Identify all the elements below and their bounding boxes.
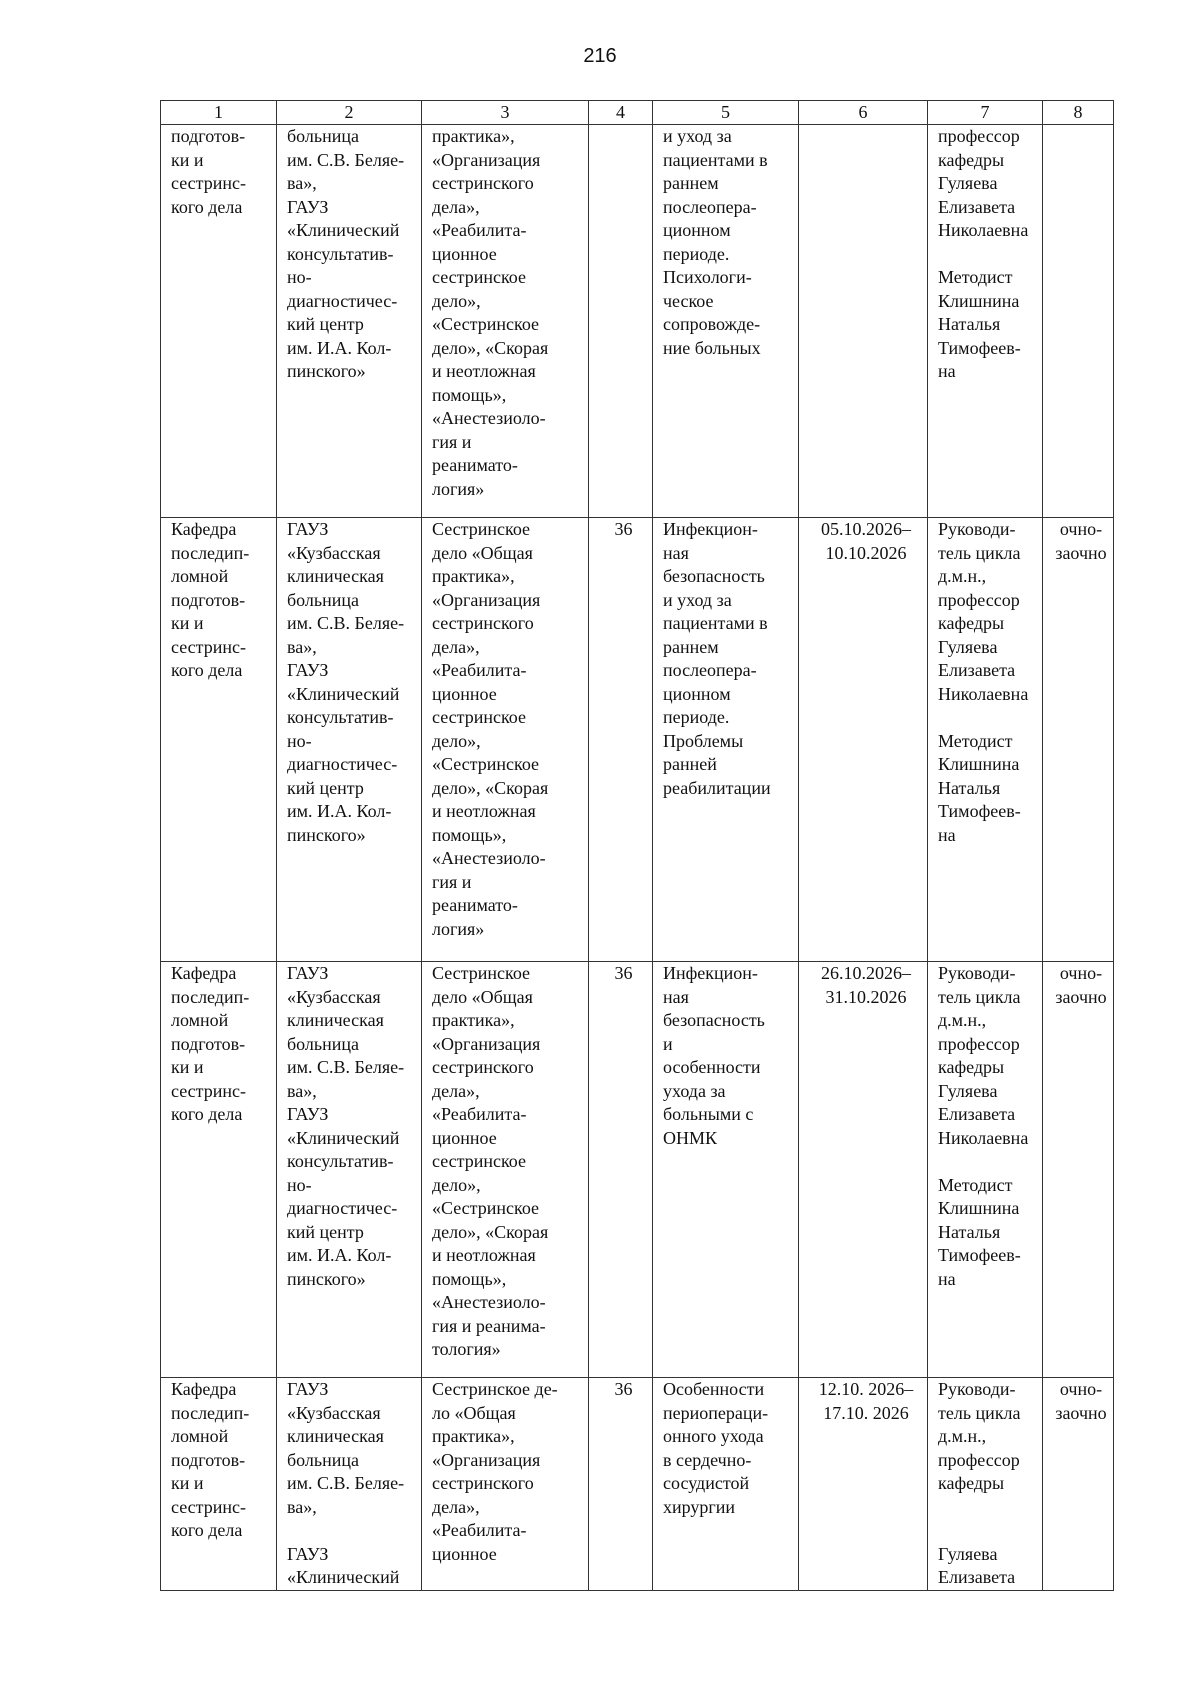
table-row bbox=[161, 125, 1114, 518]
hours-cell: 36 bbox=[589, 962, 653, 1378]
base-cell: ГАУЗ «Кузбасская клиническая больница им. С.В. Беляе- ва», ГАУЗ «Клинический консультатив- но- диагностичес- кий центр им. И.А. Кол- пинского» bbox=[277, 518, 422, 962]
dates-cell: 05.10.2026– 10.10.2026 bbox=[799, 518, 928, 962]
specialty-cell: Сестринское дело «Общая практика», «Организация сестринского дела», «Реабилита- ционное сестринское дело», «Сестринское дело», «Скорая и неотложная помощь», «Анестезиоло- гия и реанима- тология» bbox=[422, 962, 589, 1378]
base-cell: больница им. С.В. Беляе- ва», ГАУЗ «Клинический консультатив- но- диагностичес- кий центр им. И.А. Кол- пинского» bbox=[277, 125, 422, 518]
column-header: 5 bbox=[653, 101, 799, 125]
page-number: 216 bbox=[583, 45, 617, 67]
hours-cell: 36 bbox=[589, 518, 653, 962]
form-cell bbox=[1043, 125, 1114, 518]
column-header: 4 bbox=[589, 101, 653, 125]
schedule-table bbox=[160, 100, 1114, 1591]
hours-cell bbox=[589, 125, 653, 518]
department-cell: подготов- ки и сестринс- кого дела bbox=[161, 125, 277, 518]
staff-cell: Руководи- тель цикла д.м.н., профессор кафедры Гуляева Елизавета bbox=[928, 1378, 1043, 1591]
column-header: 3 bbox=[422, 101, 589, 125]
topic-cell: Особенности периопераци- онного ухода в сердечно- сосудистой хирургии bbox=[653, 1378, 799, 1591]
table-row bbox=[161, 962, 1114, 1378]
column-header: 8 bbox=[1043, 101, 1114, 125]
department-cell: Кафедра последип- ломной подготов- ки и сестринс- кого дела bbox=[161, 518, 277, 962]
table-row bbox=[161, 1378, 1114, 1591]
staff-cell: Руководи- тель цикла д.м.н., профессор кафедры Гуляева Елизавета Николаевна Методист Клишнина Наталья Тимофеев- на bbox=[928, 962, 1043, 1378]
header-row bbox=[161, 101, 1114, 125]
topic-cell: Инфекцион- ная безопасность и особенности ухода за больными с ОНМК bbox=[653, 962, 799, 1378]
dates-cell: 26.10.2026– 31.10.2026 bbox=[799, 962, 928, 1378]
staff-cell: Руководи- тель цикла д.м.н., профессор кафедры Гуляева Елизавета Николаевна Методист Клишнина Наталья Тимофеев- на bbox=[928, 518, 1043, 962]
table-row bbox=[161, 518, 1114, 962]
form-cell: очно- заочно bbox=[1043, 962, 1114, 1378]
topic-cell: и уход за пациентами в раннем послеопера- ционном периоде. Психологи- ческое сопровожде- ние больных bbox=[653, 125, 799, 518]
dates-cell bbox=[799, 125, 928, 518]
hours-cell: 36 bbox=[589, 1378, 653, 1591]
staff-cell: профессор кафедры Гуляева Елизавета Николаевна Методист Клишнина Наталья Тимофеев- на bbox=[928, 125, 1043, 518]
dates-cell: 12.10. 2026– 17.10. 2026 bbox=[799, 1378, 928, 1591]
column-header: 1 bbox=[161, 101, 277, 125]
specialty-cell: Сестринское де- ло «Общая практика», «Организация сестринского дела», «Реабилита- ционное bbox=[422, 1378, 589, 1591]
department-cell: Кафедра последип- ломной подготов- ки и сестринс- кого дела bbox=[161, 962, 277, 1378]
form-cell: очно- заочно bbox=[1043, 518, 1114, 962]
column-header: 6 bbox=[799, 101, 928, 125]
form-cell: очно- заочно bbox=[1043, 1378, 1114, 1591]
specialty-cell: Сестринское дело «Общая практика», «Организация сестринского дела», «Реабилита- ционное сестринское дело», «Сестринское дело», «Скорая и неотложная помощь», «Анестезиоло- гия и реанимато- логия» bbox=[422, 518, 589, 962]
base-cell: ГАУЗ «Кузбасская клиническая больница им. С.В. Беляе- ва», ГАУЗ «Клинический bbox=[277, 1378, 422, 1591]
specialty-cell: практика», «Организация сестринского дела», «Реабилита- ционное сестринское дело», «Сестринское дело», «Скорая и неотложная помощь», «Анестезиоло- гия и реанимато- логия» bbox=[422, 125, 589, 518]
topic-cell: Инфекцион- ная безопасность и уход за пациентами в раннем послеопера- ционном периоде. Проблемы ранней реабилитации bbox=[653, 518, 799, 962]
department-cell: Кафедра последип- ломной подготов- ки и сестринс- кого дела bbox=[161, 1378, 277, 1591]
column-header: 7 bbox=[928, 101, 1043, 125]
base-cell: ГАУЗ «Кузбасская клиническая больница им. С.В. Беляе- ва», ГАУЗ «Клинический консультатив- но- диагностичес- кий центр им. И.А. Кол- пинского» bbox=[277, 962, 422, 1378]
column-header: 2 bbox=[277, 101, 422, 125]
